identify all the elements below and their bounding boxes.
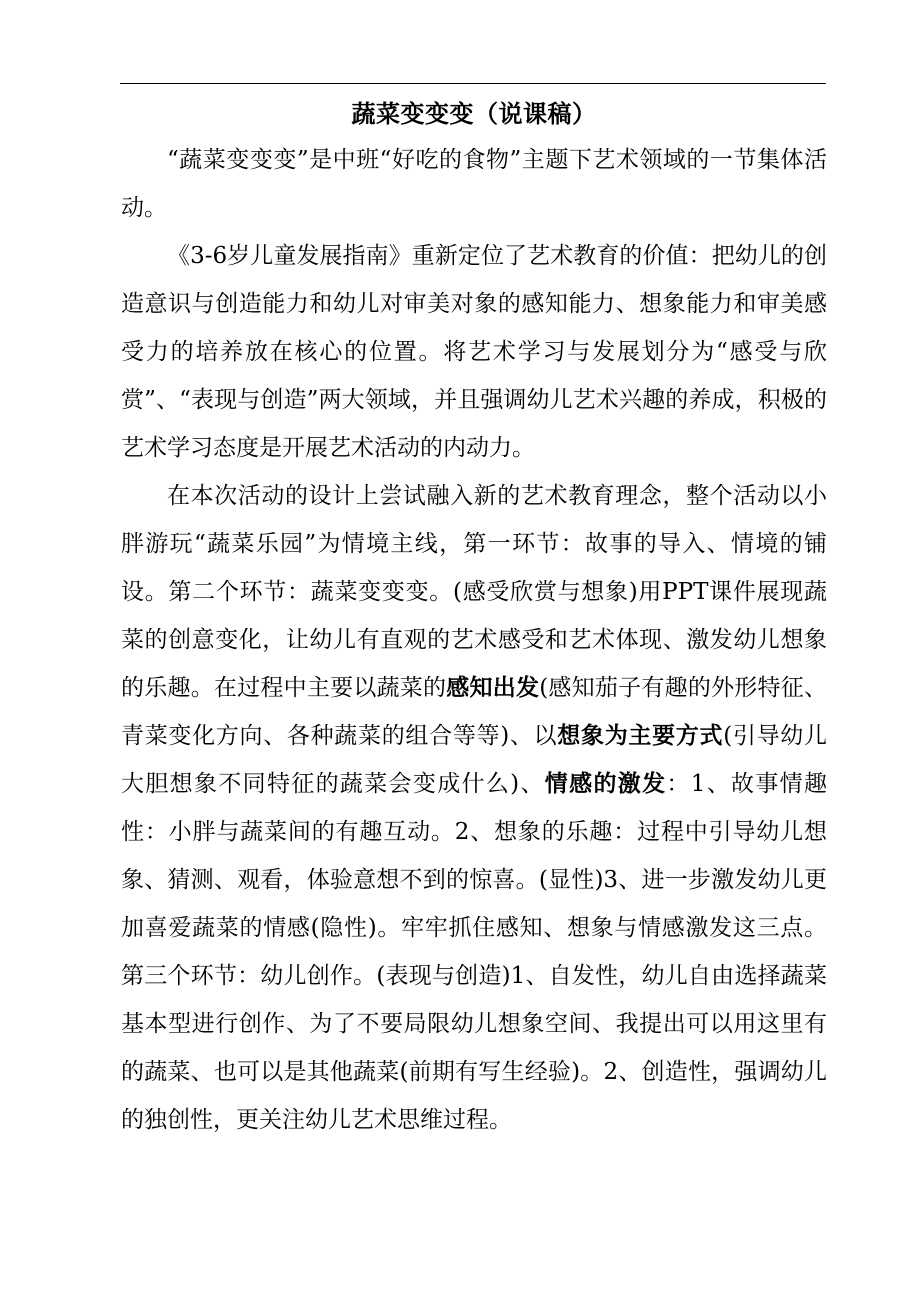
bold-phrase-perception: 感知出发: [446, 674, 540, 701]
activity-text-segment: ：1、故事情趣性：小胖与蔬菜间的有趣互动。2、想象的乐趣：过程中引导幼儿想象、猜测、观看，体验意想不到的惊喜。(显性)3、进一步激发幼儿更加喜爱蔬菜的情感(隐性)。牢牢抓住感知、想象与情感激发这三点。第三个环节：幼儿创作。(表现与创造)1、自发性，幼儿自由选择蔬菜基本型进行创作、为了不要局限幼儿想象空间、我提出可以用这里有的蔬菜、也可以是其他蔬菜(前期有写生经验)。2、创造性，强调幼儿的独创性，更关注幼儿艺术思维过程。: [121, 771, 827, 1133]
paragraph-intro: “蔬菜变变变”是中班“好吃的食物”主题下艺术领域的一节集体活动。: [121, 147, 827, 221]
document-body: [121, 92, 827, 1144]
bold-phrase-imagination: 想象为主要方式: [557, 722, 724, 749]
activity-text-segment: (引导幼儿大胆想象不同特征的蔬菜会变成什么)、: [121, 723, 827, 797]
paragraph-activity-design: [121, 472, 827, 1144]
paragraph-guideline: 《3-6岁儿童发展指南》重新定位了艺术教育的价值：把幼儿的创造意识与创造能力和幼儿对审美对象的感知能力、想象能力和审美感受力的培养放在核心的位置。将艺术学习与发展划分为“感受与欣赏”、“表现与创造”两大领域，并且强调幼儿艺术兴趣的养成，积极的艺术学习态度是开展艺术活动的内动力。: [121, 243, 827, 461]
document-title: 蔬菜变变变（说课稿）: [351, 99, 597, 128]
header-rule: [120, 83, 826, 84]
activity-text-segment: 在本次活动的设计上尝试融入新的艺术教育理念，整个活动以小胖游玩“蔬菜乐园”为情境主线，第一环节：故事的导入、情境的铺设。第二个环节：蔬菜变变变。(感受欣赏与想象)用PPT课件展现蔬菜的创意变化，让幼儿有直观的艺术感受和艺术体现、激发幼儿想象的乐趣。在过程中主要以蔬菜的: [121, 483, 827, 701]
bold-phrase-emotion: 情感的激发: [544, 770, 667, 797]
activity-text-segment: (感知茄子有趣的外形特征、青菜变化方向、各种蔬菜的组合等等)、以: [121, 675, 827, 749]
